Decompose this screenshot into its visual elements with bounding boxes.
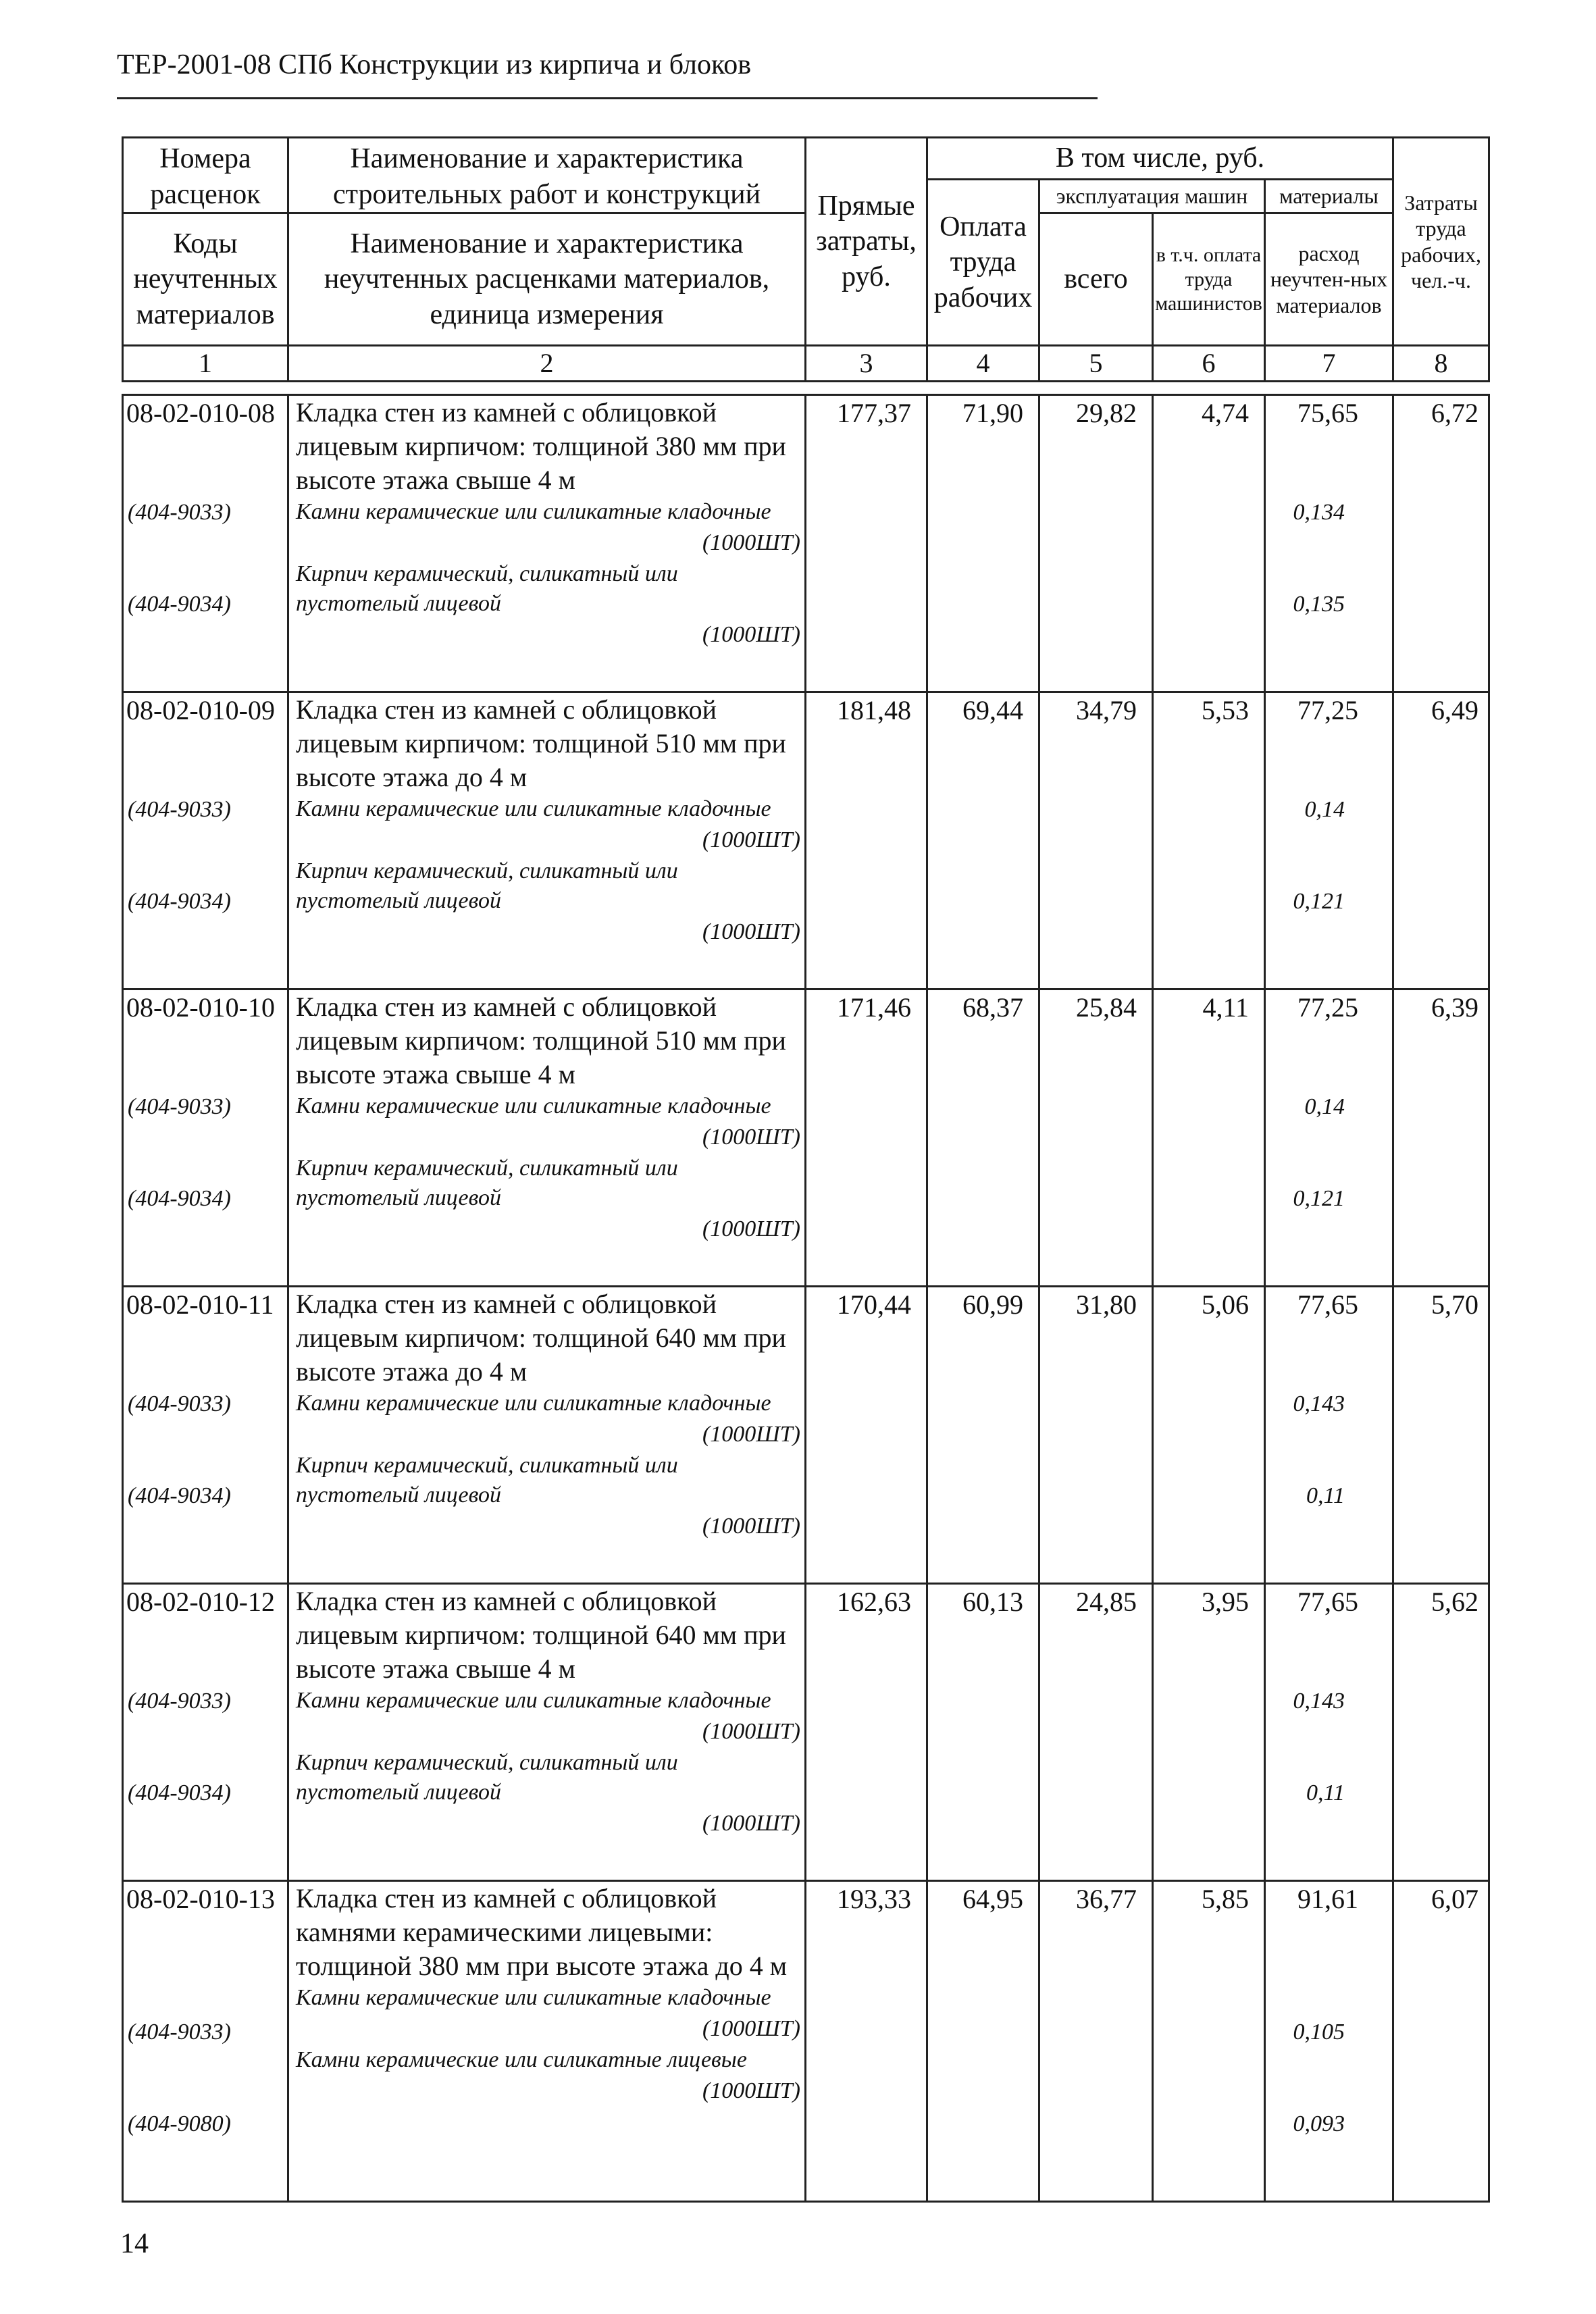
header-machines: эксплуатация машин (1039, 180, 1265, 213)
materials-cost: 77,65 (1297, 1587, 1358, 1617)
header-including: В том числе, руб. (927, 138, 1393, 180)
labor-pay: 60,99 (962, 1289, 1023, 1320)
material-unit: (1000ШТ) (702, 622, 800, 647)
description-cell (288, 692, 806, 989)
material-unit: (1000ШТ) (702, 919, 800, 944)
direct-cost: 177,37 (837, 398, 911, 428)
header-number-4: 4 (927, 346, 1039, 382)
direct-cost: 171,46 (837, 992, 911, 1023)
header-labor-hours: Затраты труда рабочих, чел.-ч. (1393, 138, 1489, 346)
direct-cost: 162,63 (837, 1587, 911, 1617)
operator-pay: 5,53 (1202, 695, 1249, 725)
table-row (123, 1584, 1489, 1881)
work-description: Кладка стен из камней с облицовкой камнями керамическими лицевыми: толщиной 380 мм при высоте этажа до 4 м (296, 1883, 788, 1981)
material-quantity: 0,105 (1293, 2020, 1345, 2045)
machines-cell (1039, 989, 1153, 1287)
direct-cost-cell (806, 692, 927, 989)
materials-cell (1265, 395, 1393, 692)
materials-cell (1265, 989, 1393, 1287)
material-quantity: 0,134 (1293, 500, 1345, 525)
material-quantity: 0,11 (1306, 1780, 1345, 1805)
material-unit: (1000ШТ) (702, 1514, 800, 1539)
machines-cost: 24,85 (1076, 1587, 1137, 1617)
material-name: Камни керамические или силикатные кладочные (296, 499, 771, 524)
material-unit: (1000ШТ) (702, 1125, 800, 1150)
materials-cell (1265, 1584, 1393, 1881)
rate-code: 08-02-010-12 (126, 1587, 275, 1617)
description-cell (288, 1584, 806, 1881)
material-name: Камни керамические или силикатные кладочные (296, 1391, 771, 1416)
rate-code-cell (123, 1287, 288, 1584)
material-code: (404-9034) (128, 1483, 231, 1508)
rate-code: 08-02-010-10 (126, 992, 275, 1023)
description-cell (288, 1287, 806, 1584)
rate-code-cell (123, 1881, 288, 2202)
material-code: (404-9034) (128, 592, 231, 617)
rate-code: 08-02-010-11 (126, 1289, 274, 1320)
material-code: (404-9033) (128, 2020, 231, 2045)
header-machines-total: всего (1039, 213, 1153, 346)
rate-code: 08-02-010-13 (126, 1884, 275, 1914)
header-number-3: 3 (806, 346, 927, 382)
rate-code-cell (123, 395, 288, 692)
header-number-6: 6 (1153, 346, 1265, 382)
materials-cost: 75,65 (1297, 398, 1358, 428)
operator-pay: 4,11 (1202, 992, 1249, 1023)
rate-code-cell (123, 692, 288, 989)
table-row (123, 395, 1489, 692)
description-cell (288, 1881, 806, 2202)
operator-pay: 3,95 (1202, 1587, 1249, 1617)
header-number-1: 1 (123, 346, 288, 382)
header-direct-costs: Прямые затраты, руб. (806, 138, 927, 346)
machines-cell (1039, 692, 1153, 989)
material-unit: (1000ШТ) (702, 1216, 800, 1241)
material-code: (404-9034) (128, 1186, 231, 1211)
material-unit: (1000ШТ) (702, 2016, 800, 2041)
machines-cost: 31,80 (1076, 1289, 1137, 1320)
labor-pay: 60,13 (962, 1587, 1023, 1617)
material-code: (404-9033) (128, 1094, 231, 1119)
material-code: (404-9033) (128, 500, 231, 525)
material-quantity: 0,121 (1293, 889, 1345, 914)
column-header-table (122, 136, 1490, 382)
direct-cost-cell (806, 1287, 927, 1584)
materials-cost: 77,65 (1297, 1289, 1358, 1320)
header-number-5: 5 (1039, 346, 1153, 382)
material-code: (404-9034) (128, 1780, 231, 1805)
header-labor-pay: Оплата труда рабочих (927, 180, 1039, 346)
material-name: Камни керамические или силикатные кладочные (296, 1985, 771, 2010)
header-material-usage: расход неучтен-ных материалов (1265, 213, 1393, 346)
materials-cost: 77,25 (1297, 992, 1358, 1023)
material-unit: (1000ШТ) (702, 1422, 800, 1447)
machines-cost: 36,77 (1076, 1884, 1137, 1914)
material-quantity: 0,093 (1293, 2111, 1345, 2136)
material-unit: (1000ШТ) (702, 530, 800, 555)
labor-hours: 6,49 (1431, 695, 1478, 725)
operator-pay: 4,74 (1202, 398, 1249, 428)
direct-cost-cell (806, 1881, 927, 2202)
labor-pay-cell (927, 1287, 1039, 1584)
material-quantity: 0,143 (1293, 1689, 1345, 1714)
work-description: Кладка стен из камней с облицовкой лицевым кирпичом: толщиной 640 мм при высоте этажа свыше 4 м (296, 1586, 786, 1684)
work-description: Кладка стен из камней с облицовкой лицевым кирпичом: толщиной 380 мм при высоте этажа свыше 4 м (296, 397, 786, 495)
direct-cost-cell (806, 1584, 927, 1881)
header-number-7: 7 (1265, 346, 1393, 382)
rate-code: 08-02-010-08 (126, 398, 275, 428)
header-materials: материалы (1265, 180, 1393, 213)
rate-code-cell (123, 1584, 288, 1881)
material-code: (404-9080) (128, 2111, 231, 2136)
rates-table-body (123, 395, 1489, 2202)
labor-hours-cell (1393, 1881, 1489, 2202)
material-code: (404-9033) (128, 1689, 231, 1714)
labor-hours-cell (1393, 1287, 1489, 1584)
labor-hours: 6,72 (1431, 398, 1478, 428)
rate-code: 08-02-010-09 (126, 695, 275, 725)
material-name: Камни керамические или силикатные кладочные (296, 1688, 771, 1713)
operators-cell (1153, 989, 1265, 1287)
material-code: (404-9033) (128, 1391, 231, 1416)
work-description: Кладка стен из камней с облицовкой лицевым кирпичом: толщиной 510 мм при высоте этажа свыше 4 м (296, 992, 786, 1089)
labor-pay-cell (927, 692, 1039, 989)
material-quantity: 0,11 (1306, 1483, 1345, 1508)
material-quantity: 0,14 (1304, 1094, 1345, 1119)
material-unit: (1000ШТ) (702, 1811, 800, 1836)
material-unit: (1000ШТ) (702, 827, 800, 852)
labor-pay: 71,90 (962, 398, 1023, 428)
description-cell (288, 395, 806, 692)
operator-pay: 5,85 (1202, 1884, 1249, 1914)
material-name: Камни керамические или силикатные кладочные (296, 1094, 771, 1119)
labor-pay-cell (927, 1584, 1039, 1881)
machines-cost: 34,79 (1076, 695, 1137, 725)
labor-hours-cell (1393, 692, 1489, 989)
material-quantity: 0,143 (1293, 1391, 1345, 1416)
table-row (123, 1287, 1489, 1584)
title-underline (117, 97, 1098, 99)
machines-cost: 25,84 (1076, 992, 1137, 1023)
labor-pay: 64,95 (962, 1884, 1023, 1914)
machines-cell (1039, 395, 1153, 692)
header-material-codes: Коды неучтенных материалов (123, 213, 288, 346)
header-rate-numbers: Номера расценок (123, 138, 288, 213)
machines-cost: 29,82 (1076, 398, 1137, 428)
document-title: ТЕР-2001-08 СПб Конструкции из кирпича и блоков (117, 49, 752, 80)
header-number-8: 8 (1393, 346, 1489, 382)
direct-cost: 181,48 (837, 695, 911, 725)
labor-hours-cell (1393, 1584, 1489, 1881)
material-unit: (1000ШТ) (702, 2078, 800, 2103)
labor-hours: 6,07 (1431, 1884, 1478, 1914)
labor-pay-cell (927, 989, 1039, 1287)
labor-hours-cell (1393, 989, 1489, 1287)
labor-hours: 6,39 (1431, 992, 1478, 1023)
labor-pay-cell (927, 395, 1039, 692)
table-row (123, 989, 1489, 1287)
header-material-names: Наименование и характеристика неучтенных расценками материалов, единица измерения (288, 213, 806, 346)
machines-cell (1039, 1881, 1153, 2202)
materials-cost: 77,25 (1297, 695, 1358, 725)
table-row (123, 1881, 1489, 2202)
table-row (123, 692, 1489, 989)
labor-hours: 5,62 (1431, 1587, 1478, 1617)
header-work-name: Наименование и характеристика строительных работ и конструкций (288, 138, 806, 213)
material-name: Кирпич керамический, силикатный или пустотелый лицевой (296, 1750, 678, 1805)
header-operator-pay: в т.ч. оплата труда машинистов (1153, 213, 1265, 346)
material-code: (404-9033) (128, 797, 231, 822)
material-quantity: 0,121 (1293, 1186, 1345, 1211)
material-name: Камни керамические или силикатные лицевые (296, 2047, 747, 2072)
direct-cost-cell (806, 395, 927, 692)
materials-cell (1265, 692, 1393, 989)
material-code: (404-9034) (128, 889, 231, 914)
rates-table (122, 394, 1490, 2203)
material-quantity: 0,14 (1304, 797, 1345, 822)
labor-hours-cell (1393, 395, 1489, 692)
material-name: Кирпич керамический, силикатный или пустотелый лицевой (296, 561, 678, 616)
materials-cost: 91,61 (1297, 1884, 1358, 1914)
material-unit: (1000ШТ) (702, 1719, 800, 1744)
direct-cost: 170,44 (837, 1289, 911, 1320)
work-description: Кладка стен из камней с облицовкой лицевым кирпичом: толщиной 510 мм при высоте этажа до 4 м (296, 694, 786, 792)
labor-pay: 68,37 (962, 992, 1023, 1023)
operator-pay: 5,06 (1202, 1289, 1249, 1320)
material-name: Камни керамические или силикатные кладочные (296, 796, 771, 821)
operators-cell (1153, 1881, 1265, 2202)
labor-hours: 5,70 (1431, 1289, 1478, 1320)
material-quantity: 0,135 (1293, 592, 1345, 617)
material-name: Кирпич керамический, силикатный или пустотелый лицевой (296, 858, 678, 913)
labor-pay-cell (927, 1881, 1039, 2202)
operators-cell (1153, 692, 1265, 989)
direct-cost-cell (806, 989, 927, 1287)
rate-code-cell (123, 989, 288, 1287)
material-name: Кирпич керамический, силикатный или пустотелый лицевой (296, 1156, 678, 1210)
machines-cell (1039, 1584, 1153, 1881)
direct-cost: 193,33 (837, 1884, 911, 1914)
operators-cell (1153, 1584, 1265, 1881)
operators-cell (1153, 395, 1265, 692)
header-number-2: 2 (288, 346, 806, 382)
operators-cell (1153, 1287, 1265, 1584)
page-number: 14 (120, 2228, 149, 2259)
description-cell (288, 989, 806, 1287)
work-description: Кладка стен из камней с облицовкой лицевым кирпичом: толщиной 640 мм при высоте этажа до 4 м (296, 1289, 786, 1387)
labor-pay: 69,44 (962, 695, 1023, 725)
materials-cell (1265, 1881, 1393, 2202)
materials-cell (1265, 1287, 1393, 1584)
material-name: Кирпич керамический, силикатный или пустотелый лицевой (296, 1453, 678, 1508)
machines-cell (1039, 1287, 1153, 1584)
